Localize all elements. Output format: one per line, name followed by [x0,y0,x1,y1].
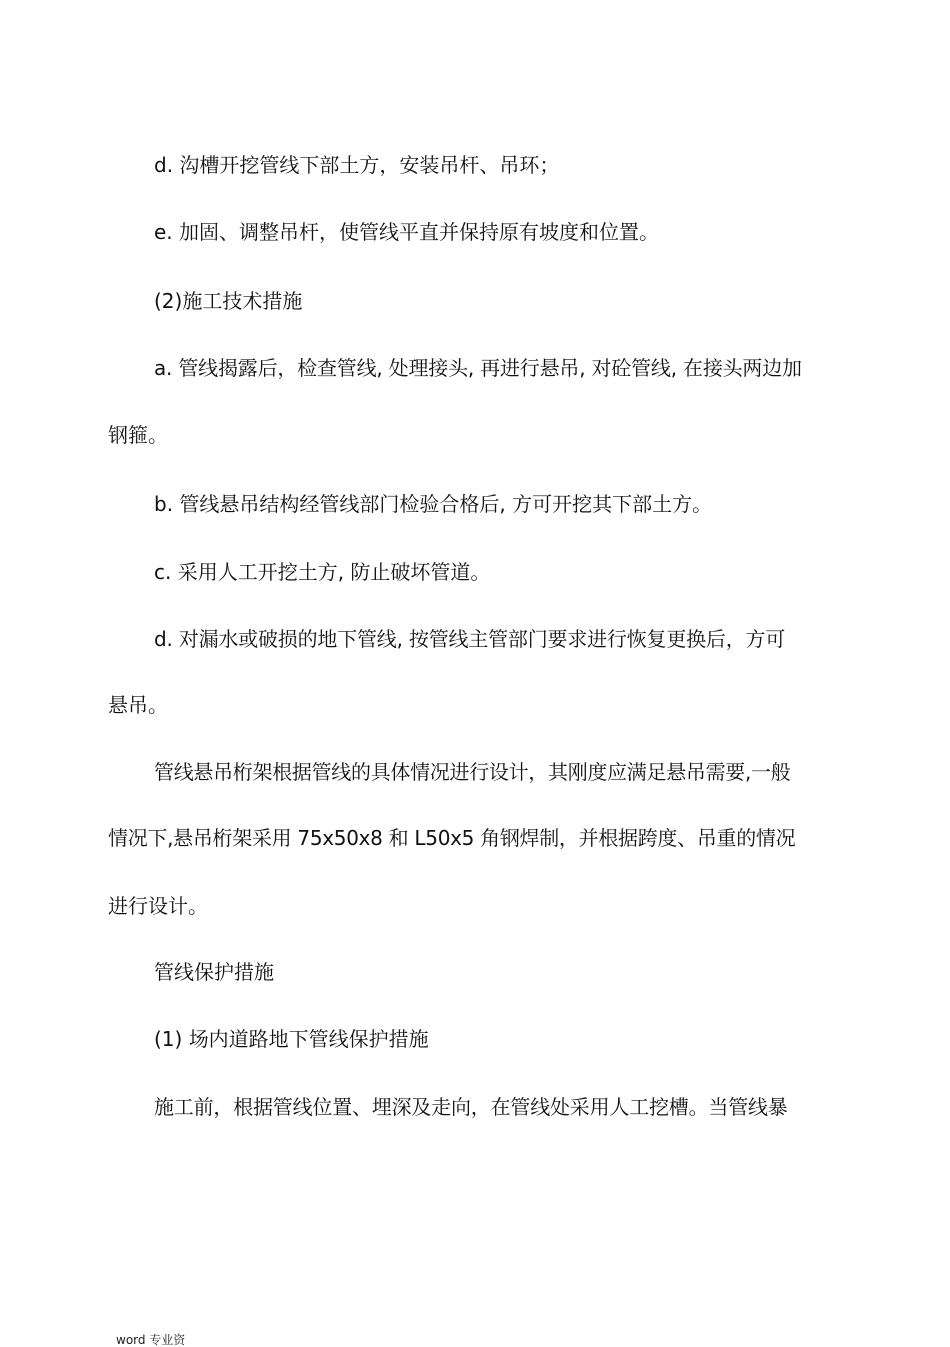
text-line-5: 钢箍。 [108,423,168,447]
text-line-9: 悬吊。 [108,693,168,717]
text-line-12: 进行设计。 [108,894,208,918]
text-line-11: 情况下,悬吊桁架采用 75x50x8 和 L50x5 角钢焊制，并根据跨度、吊重的情况 [108,826,796,850]
text-line-1: d. 沟槽开挖管线下部土方，安装吊杆、吊环； [154,153,560,177]
text-line-7: c. 采用人工开挖土方, 防止破坏管道。 [154,560,491,584]
text-line-8: d. 对漏水或破损的地下管线, 按管线主管部门要求进行恢复更换后，方可 [154,627,786,651]
subsection-heading-1: (1) 场内道路地下管线保护措施 [154,1027,429,1051]
text-line-4: a. 管线揭露后，检查管线, 处理接头, 再进行悬吊, 对砼管线, 在接头两边加 [154,356,802,380]
section-heading-2: (2)施工技术措施 [154,289,303,313]
page-footer: word 专业资 [116,1333,186,1347]
text-line-15: 施工前，根据管线位置、埋深及走向，在管线处采用人工挖槽。当管线暴 [154,1095,788,1119]
section-heading-pipeline-protection: 管线保护措施 [154,960,274,984]
text-line-2: e. 加固、调整吊杆，使管线平直并保持原有坡度和位置。 [154,220,660,244]
text-line-10: 管线悬吊桁架根据管线的具体情况进行设计，其刚度应满足悬吊需要,一般 [154,760,791,784]
text-line-6: b. 管线悬吊结构经管线部门检验合格后, 方可开挖其下部土方。 [154,492,713,516]
